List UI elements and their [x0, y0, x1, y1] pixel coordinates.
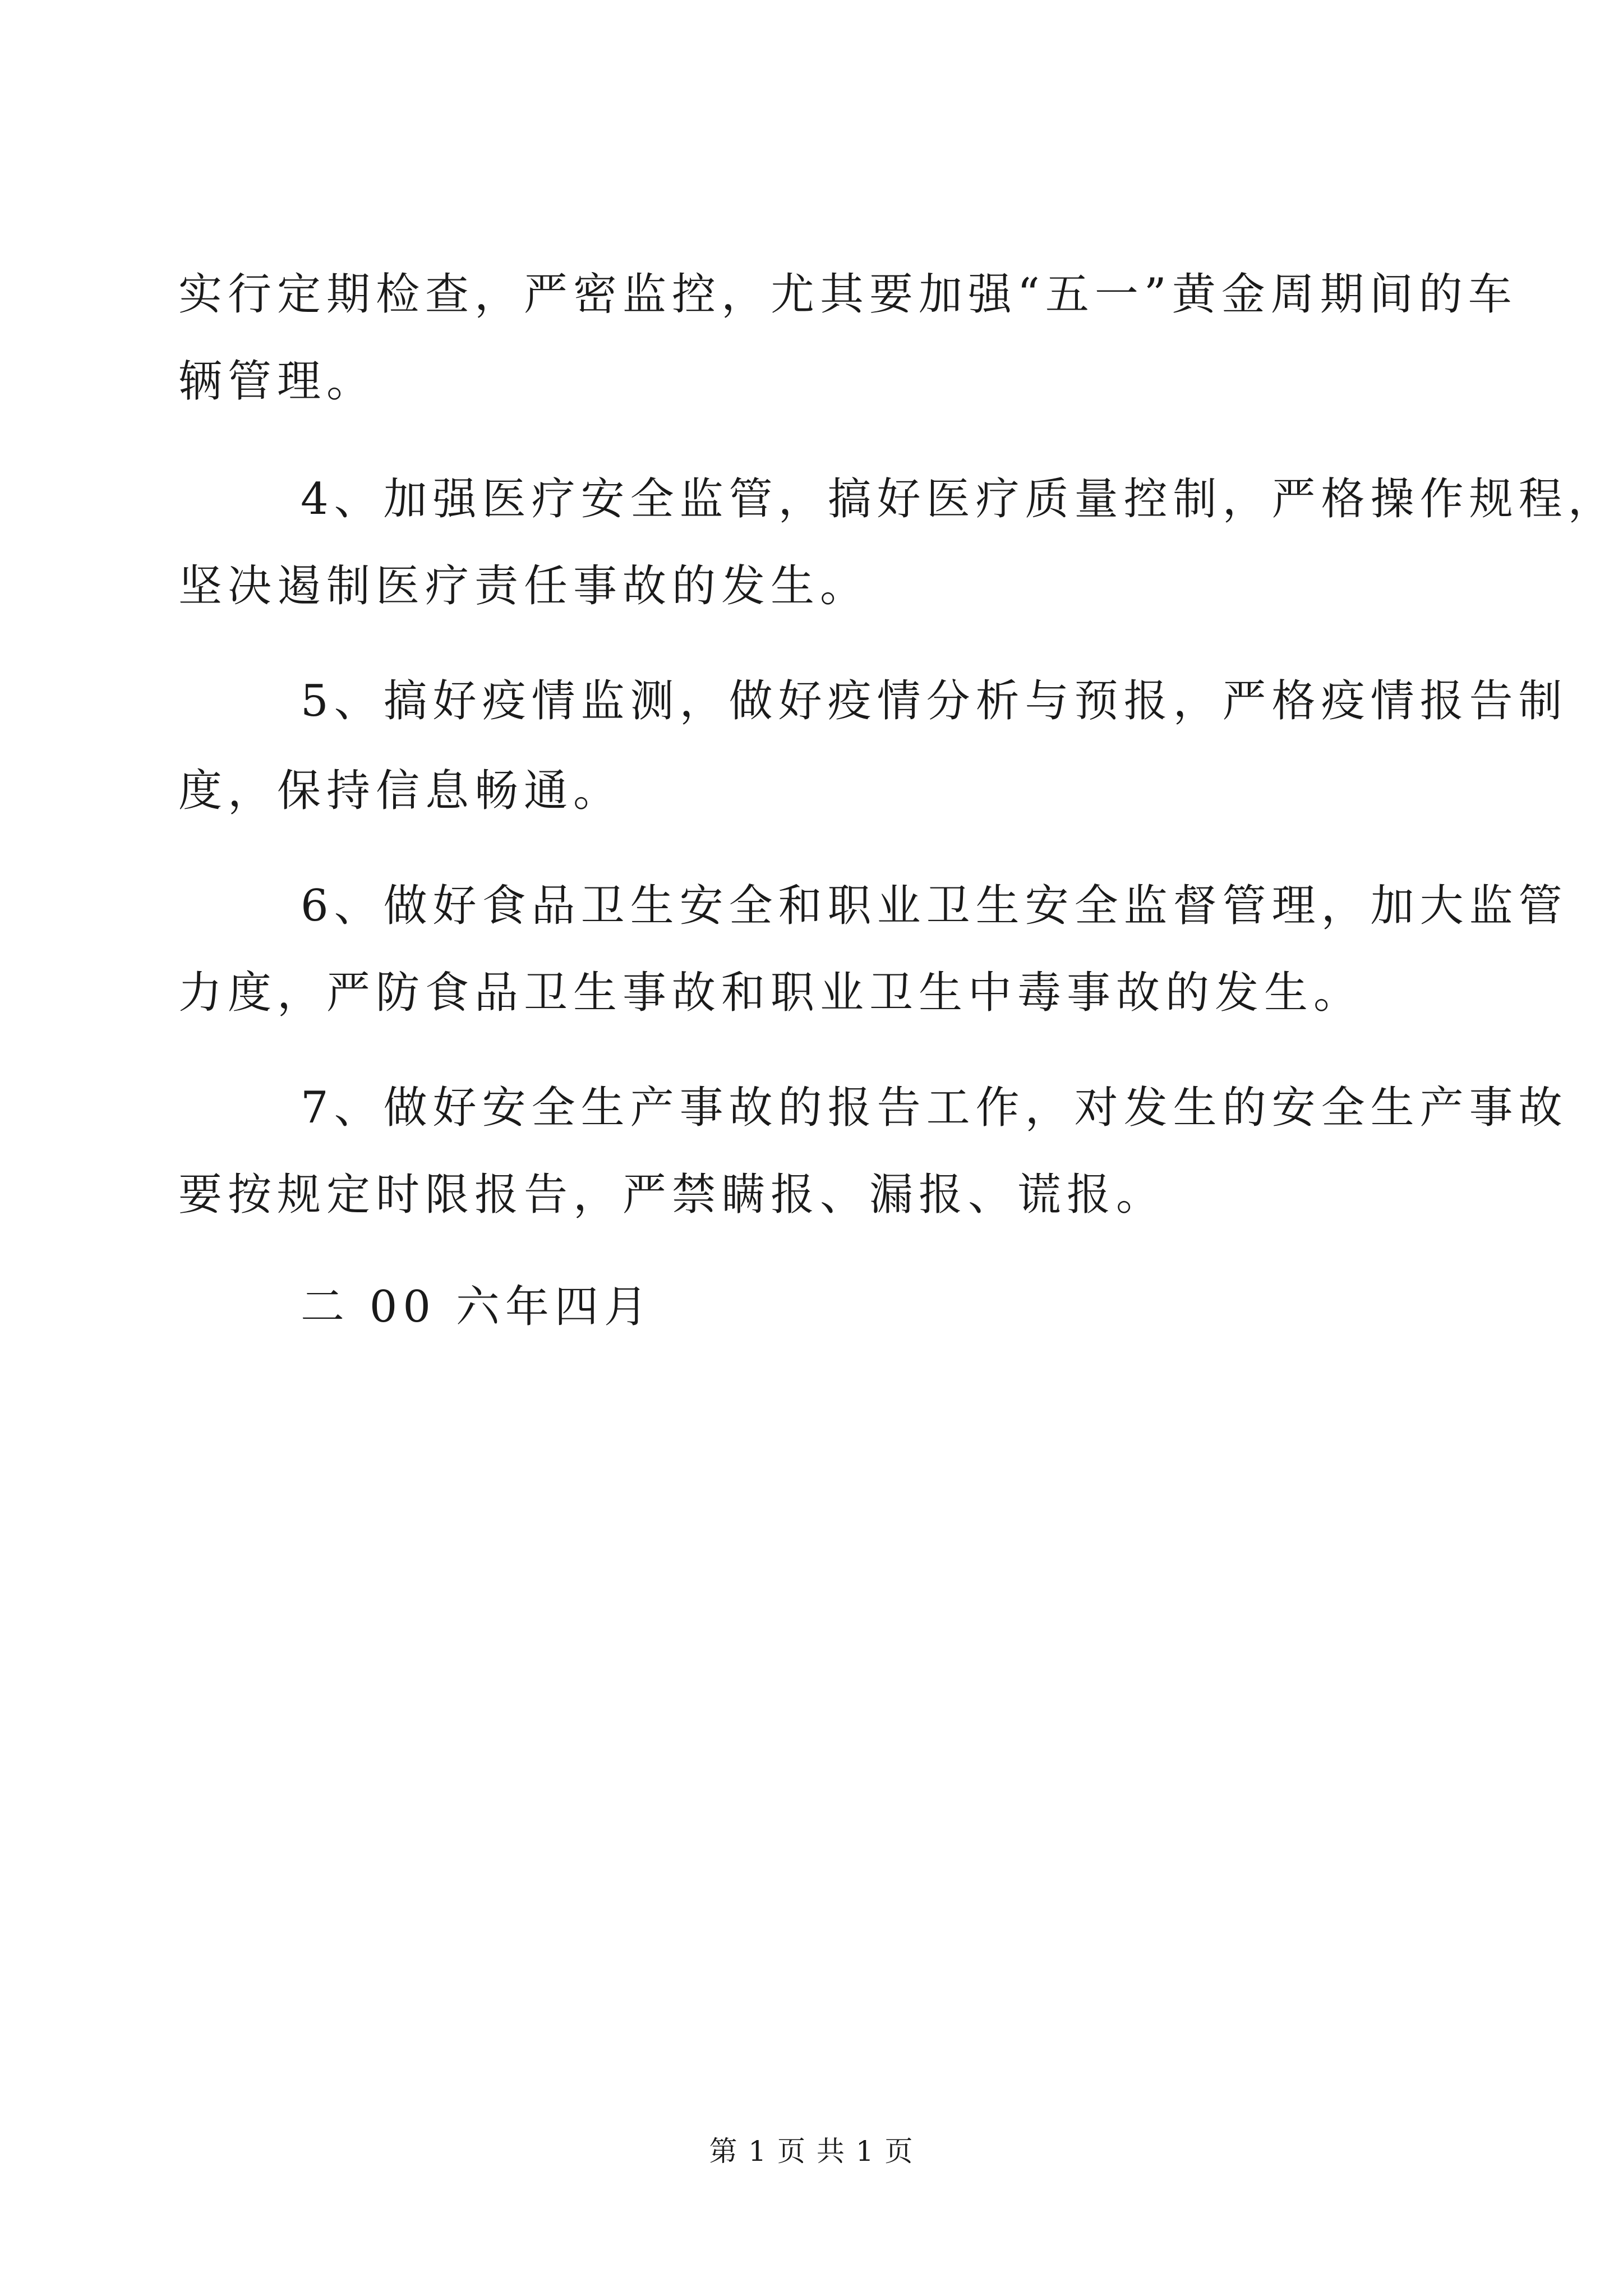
item-4-line-1: 4、加强医疗安全监管，搞好医疗质量控制，严格操作规程， — [301, 474, 1617, 524]
item-6-line-1: 6、做好食品卫生安全和职业卫生安全监督管理，加大监管 — [301, 881, 1568, 931]
item-6-line-2: 力度，严防食品卫生事故和职业卫生中毒事故的发生。 — [178, 968, 1363, 1018]
item-7-line-1: 7、做好安全生产事故的报告工作，对发生的安全生产事故 — [301, 1083, 1568, 1133]
item-7-line-2: 要按规定时限报告，严禁瞒报、漏报、谎报。 — [178, 1170, 1166, 1220]
paragraph-3-line-2: 辆管理。 — [178, 356, 376, 407]
page-number-footer: 第 1 页 共 1 页 — [709, 2135, 914, 2168]
document-date: 二 00 六年四月 — [301, 1282, 653, 1332]
paragraph-3-line-1: 实行定期检查，严密监控，尤其要加强“五一”黄金周期间的车 — [178, 269, 1518, 320]
item-5-line-1: 5、搞好疫情监测，做好疫情分析与预报，严格疫情报告制 — [301, 676, 1568, 726]
item-4-line-2: 坚决遏制医疗责任事故的发生。 — [178, 561, 870, 611]
item-5-line-2: 度，保持信息畅通。 — [178, 766, 623, 816]
